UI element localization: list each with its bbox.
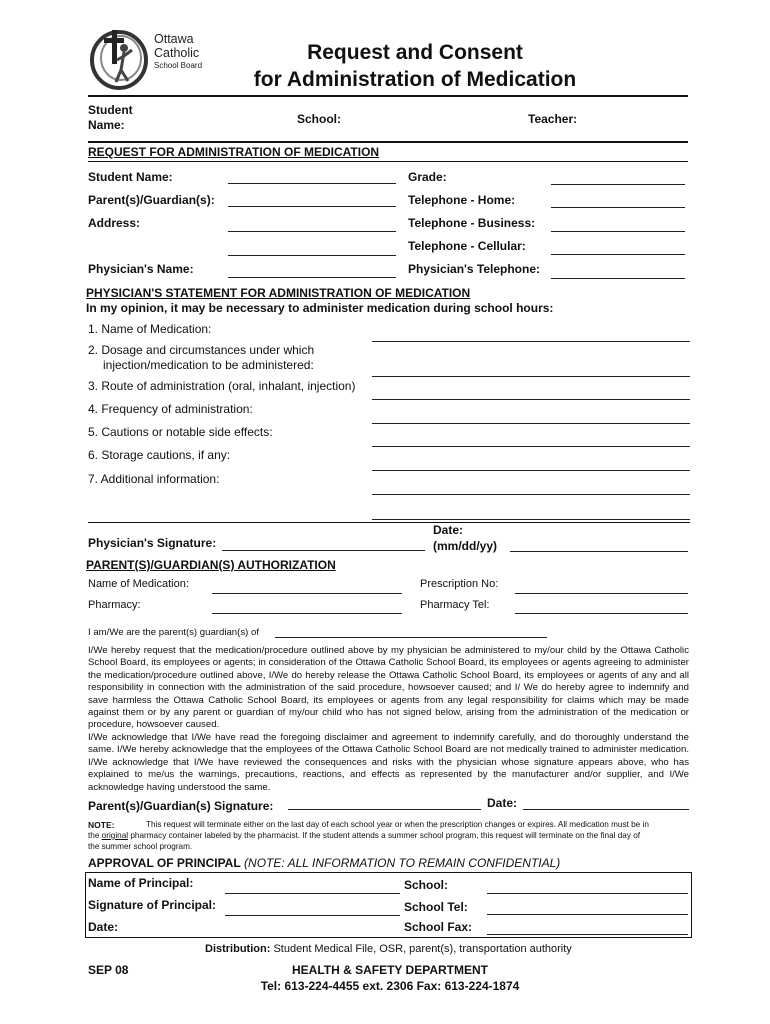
pharmacy-tel-label: Pharmacy Tel: xyxy=(420,599,490,611)
logo-emblem-icon xyxy=(88,26,150,92)
physician-date-field[interactable] xyxy=(510,551,688,552)
cautions-field[interactable] xyxy=(372,446,690,447)
principal-school-label: School: xyxy=(404,878,448,892)
section1-divider xyxy=(88,161,688,162)
principal-name-field[interactable] xyxy=(225,893,400,894)
parent-med-name-label: Name of Medication: xyxy=(88,578,189,590)
item-name-of-medication: 1. Name of Medication: xyxy=(88,322,212,336)
school-top-label: School: xyxy=(297,112,341,126)
school-board-logo xyxy=(88,26,208,92)
physician-date-format: (mm/dd/yy) xyxy=(433,539,498,553)
prescription-field[interactable] xyxy=(515,593,688,594)
approval-heading-row xyxy=(88,856,560,870)
additional-field-1[interactable] xyxy=(372,494,690,495)
parent-med-name-field[interactable] xyxy=(212,593,402,594)
title-line1: Request and Consent xyxy=(307,41,523,64)
tel-cellular-field[interactable] xyxy=(551,254,685,255)
tel-home-label: Telephone - Home: xyxy=(408,193,516,207)
physician-name-field[interactable] xyxy=(228,277,396,278)
child-name-field[interactable] xyxy=(275,637,547,638)
additional-field-2[interactable] xyxy=(372,519,690,520)
note-line1: This request will terminate either on the last day of each school year or when the prescription changes or expires. All medication must be in xyxy=(146,820,649,829)
pharmacy-label: Pharmacy: xyxy=(88,599,141,611)
distribution-text: Student Medical File, OSR, parent(s), transportation authority xyxy=(273,943,572,955)
grade-field[interactable] xyxy=(551,184,685,185)
parent-of-label: I am/We are the parent(s) guardian(s) of xyxy=(88,627,259,638)
teacher-top-label: Teacher: xyxy=(528,112,578,126)
parent-signature-label: Parent(s)/Guardian(s) Signature: xyxy=(88,799,274,813)
item-dosage: 2. Dosage and circumstances under which xyxy=(88,343,315,357)
section2-divider xyxy=(88,522,690,523)
distribution-label: Distribution: xyxy=(205,943,271,955)
grade-label: Grade: xyxy=(408,170,447,184)
parents-label: Parent(s)/Guardian(s): xyxy=(88,193,215,207)
principal-signature-label: Signature of Principal: xyxy=(88,898,217,912)
item-cautions: 5. Cautions or notable side effects: xyxy=(88,425,273,439)
parent-date-label: Date: xyxy=(487,796,518,810)
note-line3: the summer school program. xyxy=(88,842,193,851)
top-divider xyxy=(88,141,688,143)
medication-name-field[interactable] xyxy=(372,341,690,342)
principal-name-label: Name of Principal: xyxy=(88,876,194,890)
note-label: NOTE: xyxy=(88,820,115,830)
student-name-label: Student Name: xyxy=(88,170,173,184)
parent-date-field[interactable] xyxy=(523,809,689,810)
tel-home-field[interactable] xyxy=(551,207,685,208)
logo-line1: Ottawa xyxy=(154,32,194,46)
item-storage: 6. Storage cautions, if any: xyxy=(88,448,231,462)
principal-date-label: Date: xyxy=(88,920,119,934)
school-fax-label: School Fax: xyxy=(404,920,473,934)
physician-tel-label: Physician's Telephone: xyxy=(408,262,540,276)
frequency-field[interactable] xyxy=(372,423,690,424)
physician-name-label: Physician's Name: xyxy=(88,262,194,276)
school-tel-label: School Tel: xyxy=(404,900,468,914)
item-frequency: 4. Frequency of administration: xyxy=(88,402,253,416)
principal-school-field[interactable] xyxy=(487,893,688,894)
physician-date-label: Date: xyxy=(433,523,464,537)
title-line2: for Administration of Medication xyxy=(253,68,577,91)
logo-line2: Catholic xyxy=(154,46,200,60)
parents-field[interactable] xyxy=(228,206,396,207)
distribution-row xyxy=(205,943,572,955)
item-additional: 7. Additional information: xyxy=(88,472,220,486)
address-field-2[interactable] xyxy=(228,255,396,256)
tel-business-label: Telephone - Business: xyxy=(408,216,536,230)
pharmacy-tel-field[interactable] xyxy=(515,613,688,614)
section2-subheading: In my opinion, it may be necessary to administer medication during school hours: xyxy=(86,301,554,315)
physician-signature-label: Physician's Signature: xyxy=(88,536,217,550)
parent-signature-field[interactable] xyxy=(288,809,481,810)
tel-cellular-label: Telephone - Cellular: xyxy=(408,239,526,253)
school-fax-field[interactable] xyxy=(487,934,688,935)
principal-signature-field[interactable] xyxy=(225,915,400,916)
route-field[interactable] xyxy=(372,399,690,400)
approval-heading-note: (NOTE: ALL INFORMATION TO REMAIN CONFIDENTIAL) xyxy=(244,856,561,870)
item-dosage-cont: injection/medication to be administered: xyxy=(103,358,314,372)
approval-heading: APPROVAL OF PRINCIPAL xyxy=(88,856,241,870)
pharmacy-field[interactable] xyxy=(212,613,402,614)
physician-signature-field[interactable] xyxy=(222,550,425,551)
section3-heading: PARENT(S)/GUARDIAN(S) AUTHORIZATION xyxy=(86,558,336,572)
release-paragraph: I/We hereby request that the medication/procedure outlined above by my physician be administered to my/our child by the Ottawa Catholic School Board, its employees or agents; in consideration of the Ottawa Catholic School Board, its employees or agents agreeing to administer the medication/procedure outlined above, I/We do hereby release the Ottawa Catholic School Board, its employees or agents of any and all responsibility in connection with the administration of the said procedure, howsoever caused; and I/ We do hereby agree to indemnify and save harmless the Ottawa Catholic School Board, its employees or agents from any legal responsibility for claims which may be made against them or by any parent or guardian of my/our child who has not signed below, arising from the administration of the medication or procedure, howsoever caused. xyxy=(88,645,689,731)
department-contact: Tel: 613-224-4455 ext. 2306 Fax: 613-224-1874 xyxy=(260,979,520,993)
item-route: 3. Route of administration (oral, inhalant, injection) xyxy=(88,379,356,393)
address-field-1[interactable] xyxy=(228,231,396,232)
department-name: HEALTH & SAFETY DEPARTMENT xyxy=(291,963,488,977)
storage-field[interactable] xyxy=(372,470,690,471)
school-tel-field[interactable] xyxy=(487,914,688,915)
prescription-label: Prescription No: xyxy=(420,578,499,590)
acknowledge-paragraph: I/We acknowledge that I/We have read the foregoing disclaimer and agreement to indemnify carefully, and do thoroughly understand the same. I/We hereby acknowledge that the employees of the Ottawa Catholic School Board are not medically trained to administer medication. I/We acknowledge that I/We have reviewed the consequences and risks with the physician whose signature appears above, who has explained to me/us the warnings, precautions, reactions, and effects as represented by the manufacturer and/or supplier, and I/We acknowledge having understood the same. xyxy=(88,732,689,793)
section1-heading: REQUEST FOR ADMINISTRATION OF MEDICATION xyxy=(88,145,380,159)
form-code: SEP 08 xyxy=(88,963,129,977)
note-line2: the original pharmacy container labeled by the pharmacist. If the student attends a summer school program, this request will terminate on the final day of xyxy=(88,831,641,840)
dosage-field[interactable] xyxy=(372,376,690,377)
physician-tel-field[interactable] xyxy=(551,278,685,279)
logo-line3: School Board xyxy=(154,61,203,70)
title-divider xyxy=(88,95,688,97)
section2-heading: PHYSICIAN'S STATEMENT FOR ADMINISTRATION OF MEDICATION xyxy=(86,286,471,300)
tel-business-field[interactable] xyxy=(551,231,685,232)
address-label: Address: xyxy=(88,216,141,230)
student-name-field[interactable] xyxy=(228,183,396,184)
student-name-top-label: Student Name: xyxy=(88,103,133,132)
